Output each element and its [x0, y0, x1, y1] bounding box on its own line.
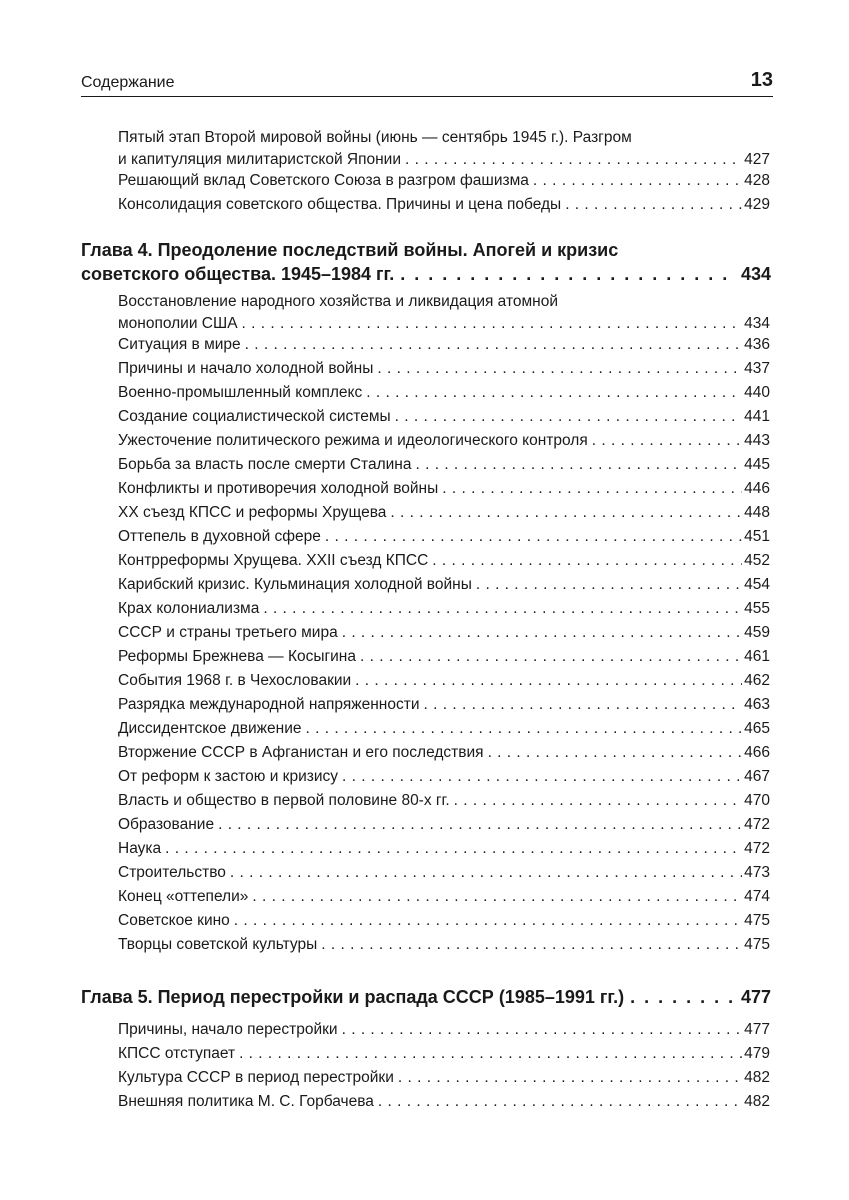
leader-dots [360, 646, 742, 668]
toc-entry-page: 441 [744, 408, 770, 425]
leader-dots [533, 170, 742, 192]
toc-entry-text-line1: Восстановление народного хозяйства и ликвидация атомной [118, 293, 558, 310]
toc-entry-page: 482 [744, 1069, 770, 1086]
toc-entry[interactable] [118, 406, 770, 428]
toc-entry-page: 427 [744, 150, 770, 168]
chapter-title-line1: Глава 4. Преодоление последствий войны. Апогей и кризис [81, 240, 619, 260]
toc-entry-page: 477 [744, 1021, 770, 1038]
chapter-title: Глава 5. Период перестройки и распада СССР (1985–1991 гг.) [81, 987, 625, 1007]
chapter-heading[interactable] [81, 985, 771, 1009]
toc-entry-text: Реформы Брежнева — Косыгина [118, 648, 356, 665]
toc-entry-text: Ужесточение политического режима и идеологического контроля [118, 432, 588, 449]
toc-entry-page: 472 [744, 840, 770, 857]
toc-entry-page: 452 [744, 552, 770, 569]
toc-entry[interactable] [118, 598, 770, 620]
leader-dots [366, 382, 742, 404]
leader-dots [432, 550, 742, 572]
toc-entry[interactable] [118, 622, 770, 644]
leader-dots [245, 334, 742, 356]
leader-dots [252, 886, 742, 908]
toc-entry-page: 475 [744, 912, 770, 929]
toc-entry[interactable] [118, 742, 770, 764]
toc-entry-page: 440 [744, 384, 770, 401]
toc-entry-text: Наука [118, 840, 162, 857]
leader-dots [630, 985, 737, 1009]
chapter-page: 434 [740, 264, 771, 284]
toc-entry-text: События 1968 г. в Чехословакии [118, 672, 352, 689]
leader-dots [165, 838, 742, 860]
toc-entry-page: 472 [744, 816, 770, 833]
leader-dots [488, 742, 743, 764]
toc-entry-page: 437 [744, 360, 770, 377]
toc-entry-text: Причины и начало холодной войны [118, 360, 374, 377]
toc-entry-page: 428 [744, 172, 770, 189]
toc-entry[interactable] [118, 862, 770, 884]
toc-entry[interactable] [118, 334, 770, 356]
leader-dots [565, 194, 742, 216]
toc-entry-page: 443 [744, 432, 770, 449]
leader-dots [390, 502, 742, 524]
leader-dots [230, 862, 742, 884]
toc-entry-text: и капитуляция милитаристской Японии [118, 150, 402, 168]
toc-entry-page: 461 [744, 648, 770, 665]
toc-entry[interactable] [118, 694, 770, 716]
leader-dots [355, 670, 742, 692]
toc-entry[interactable] [118, 766, 770, 788]
toc-entry-text: От реформ к застою и кризису [118, 768, 338, 785]
leader-dots [239, 1043, 742, 1065]
toc-entry[interactable] [118, 550, 770, 572]
toc-entry-page: 429 [744, 196, 770, 213]
toc-entry-page: 473 [744, 864, 770, 881]
toc-entry-page: 465 [744, 720, 770, 737]
leader-dots [378, 1091, 742, 1113]
toc-entry[interactable] [118, 790, 770, 812]
leader-dots [454, 790, 743, 812]
toc-entry-page: 474 [744, 888, 770, 905]
toc-entry[interactable] [118, 358, 770, 380]
leader-dots [592, 430, 742, 452]
toc-entry[interactable] [118, 838, 770, 860]
toc-entry[interactable] [118, 170, 770, 192]
leader-dots [377, 358, 742, 380]
toc-entry-text: Борьба за власть после смерти Сталина [118, 456, 412, 473]
toc-entry-page: 436 [744, 336, 770, 353]
toc-entry-text: Ситуация в мире [118, 336, 241, 353]
toc-entry-text: Крах колониализма [118, 600, 260, 617]
toc-entry-text: Внешняя политика М. С. Горбачева [118, 1093, 374, 1110]
leader-dots [415, 454, 742, 476]
toc-entry[interactable] [118, 291, 770, 334]
toc-entry[interactable] [118, 382, 770, 404]
toc-entry-text: Вторжение СССР в Афганистан и его последствия [118, 744, 484, 761]
toc-entry-text: Консолидация советского общества. Причины и цена победы [118, 196, 562, 213]
leader-dots [405, 149, 742, 171]
toc-entry[interactable] [118, 478, 770, 500]
toc-entry-text: Диссидентское движение [118, 720, 302, 737]
toc-entry-page: 451 [744, 528, 770, 545]
toc-entry[interactable] [118, 886, 770, 908]
toc-entry-text: Причины, начало перестройки [118, 1021, 338, 1038]
chapter-page: 477 [740, 987, 771, 1007]
leader-dots [242, 313, 743, 335]
toc-entry-page: 462 [744, 672, 770, 689]
leader-dots [234, 910, 742, 932]
leader-dots [442, 478, 742, 500]
toc-entry-text: Разрядка международной напряженности [118, 696, 420, 713]
leader-dots [342, 1019, 743, 1041]
page-number: 13 [750, 69, 773, 91]
toc-entry-page: 466 [744, 744, 770, 761]
toc-entry-text: Культура СССР в период перестройки [118, 1069, 394, 1086]
leader-dots [395, 406, 743, 428]
leader-dots [398, 1067, 742, 1089]
leader-dots [263, 598, 742, 620]
toc-entry-text: Советское кино [118, 912, 230, 929]
toc-entry-text: СССР и страны третьего мира [118, 624, 338, 641]
toc-entry[interactable] [118, 1043, 770, 1065]
toc-entry-page: 446 [744, 480, 770, 497]
toc-entry[interactable] [118, 1067, 770, 1089]
leader-dots [342, 622, 742, 644]
toc-entry-text: Творцы советской культуры [118, 936, 318, 953]
toc-entry[interactable] [118, 910, 770, 932]
toc-entry[interactable] [118, 670, 770, 692]
toc-entry-page: 445 [744, 456, 770, 473]
toc-entry-page: 467 [744, 768, 770, 785]
toc-entry[interactable] [118, 194, 770, 216]
toc-entry-page: 463 [744, 696, 770, 713]
toc-entry-page: 475 [744, 936, 770, 953]
toc-entry-text: XX съезд КПСС и реформы Хрущева [118, 504, 387, 521]
toc-entry-text: Конфликты и противоречия холодной войны [118, 480, 439, 497]
toc-entry-text: Власть и общество в первой половине 80-х гг. [118, 792, 450, 809]
toc-entry-page: 455 [744, 600, 770, 617]
running-header [81, 66, 773, 97]
toc-entry-page: 482 [744, 1093, 770, 1110]
chapter-title: советского общества. 1945–1984 гг. [81, 264, 395, 284]
leader-dots [218, 814, 742, 836]
toc-entry[interactable] [118, 934, 770, 956]
toc-entry-text: КПСС отступает [118, 1045, 236, 1062]
toc-entry[interactable] [118, 718, 770, 740]
toc-entry[interactable] [118, 430, 770, 452]
toc-entry-text: Образование [118, 816, 215, 833]
leader-dots [400, 262, 737, 286]
toc-entry-page: 448 [744, 504, 770, 521]
toc-entry-page: 434 [744, 314, 770, 332]
toc-entry-text: Контрреформы Хрущева. XXII съезд КПСС [118, 552, 429, 569]
header-title: Содержание [81, 74, 175, 91]
leader-dots [305, 718, 742, 740]
toc-entry-text-line1: Пятый этап Второй мировой войны (июнь — сентябрь 1945 г.). Разгром [118, 129, 632, 146]
leader-dots [321, 934, 742, 956]
toc-entry-page: 479 [744, 1045, 770, 1062]
toc-entry-text: Создание социалистической системы [118, 408, 391, 425]
leader-dots [325, 526, 742, 548]
toc-entry-text: Военно-промышленный комплекс [118, 384, 363, 401]
toc-entry[interactable] [118, 1019, 770, 1041]
toc-entry[interactable] [118, 127, 770, 170]
leader-dots [424, 694, 743, 716]
toc-entry-text: Строительство [118, 864, 226, 881]
toc-entry-text: монополии США [118, 314, 238, 332]
leader-dots [476, 574, 742, 596]
chapter-heading[interactable] [81, 238, 771, 286]
toc-entry[interactable] [118, 814, 770, 836]
toc-entry[interactable] [118, 526, 770, 548]
toc-entry[interactable] [118, 502, 770, 524]
toc-entry-text: Решающий вклад Советского Союза в разгром фашизма [118, 172, 529, 189]
leader-dots [342, 766, 742, 788]
toc-entry[interactable] [118, 646, 770, 668]
toc-entry-text: Карибский кризис. Кульминация холодной войны [118, 576, 472, 593]
toc-entry[interactable] [118, 574, 770, 596]
toc-entry-text: Оттепель в духовной сфере [118, 528, 321, 545]
toc-entry[interactable] [118, 1091, 770, 1113]
toc-entry-text: Конец «оттепели» [118, 888, 249, 905]
toc-entry-page: 454 [744, 576, 770, 593]
toc-entry[interactable] [118, 454, 770, 476]
toc-entry-page: 470 [744, 792, 770, 809]
toc-entry-page: 459 [744, 624, 770, 641]
